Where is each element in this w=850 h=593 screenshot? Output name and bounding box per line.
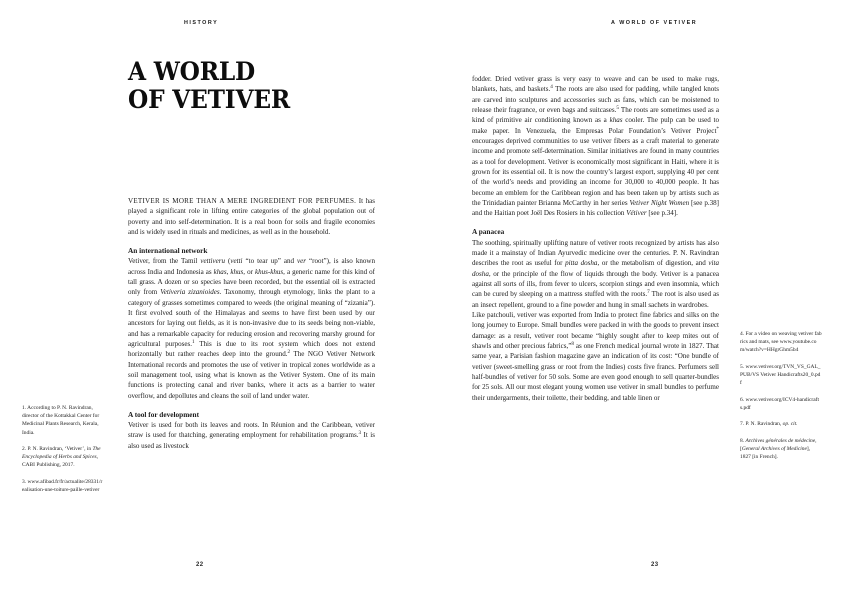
right-page-column [472, 74, 719, 403]
lead-paragraph [128, 196, 375, 237]
footnote-4: 4. For a video on weaving vetiver fabrics and mats, see www.youtube.com/watch?v=HHgrGhm5b4 [740, 331, 822, 354]
running-head-left: HISTORY [184, 20, 219, 26]
section-heading-tool-for-development: A tool for development [128, 409, 200, 419]
footnote-6: 6. www.vetiver.org/ICV4-handicrafts.pdf [740, 396, 819, 411]
footnote-5: 5. www.vetiver.org/TVN_VS_GAL_PUB/VS Vetiver Handicrafts20_0.pdf [740, 363, 821, 387]
footnote-2: 2. P. N. Ravindran, ‘Vetiver’, in The Encyclopedia of Herbs and Spices, CABI Publishing, 2017. [22, 446, 101, 469]
chapter-title [128, 58, 407, 113]
left-page-column [128, 196, 375, 451]
running-head-right: A WORLD OF VETIVER [611, 20, 698, 26]
section-body-tool-for-development: Vetiver is used for both its leaves and roots. In Réunion and the Caribbean, vetiver straw is used for thatching, generating employment for rehabilitation programs.$^3$ It is also used as livestock [128, 420, 375, 450]
section-heading-international-network: An international network [128, 245, 208, 255]
section-body-panacea-part-2: Like patchouli, vetiver was exported from India to protect fine fabrics and silks on the long journey to Europe. Small bundles were packed in with the goods to prevent insect damage: as a result, vetiver root became “highly sought after to keep mites out of shawls and other precious fabrics,”$^8$ as one French medical journal wrote in 1827. That same year, a Parisian fashion magazine gave an indication of its cost: “One bundle of vetiver (sweet-smelling grass or root from the Indies) costs five francs. Perfumers sell half-bundles of vetiver for 50 sols. Some are even good enough to sell quarter-bundles for 25 sols. All our most elegant young women use vetiver in small bundles to perfume their undergarments, their toilette, their bedding, and table linen or [472, 311, 719, 402]
section-body-panacea-part-1: The soothing, spiritually uplifting nature of vetiver roots recognized by artists has also made it a mainstay of Indian Ayurvedic medicine over the centuries. P. N. Ravindran describes the root as useful for pitta dosha, or the metabolism of digestion, and vita dosha, or the principle of the flow of liquids through the body. Vetiver is a panacea against all sorts of ills, from fever to ulcers, scorpion stings and even insomnia, which can be cured by sleeping on a mattress stuffed with the roots.$^7$ The root is also used as an insect repellent, ground to a fine powder and hung in small sachets in wardrobes. [472, 238, 719, 309]
footnote-3: 3. www.afibad.fr/fr/actualite/28331/realisation-une-toiture-paille-vetiver [22, 478, 103, 493]
chapter-title-line-1: A WORLD [128, 57, 256, 86]
chapter-title-line-2: OF VETIVER [128, 84, 291, 114]
lead-paragraph-rest: It has played a significant role in lifting entire categories of the global population out of poverty and into self-determination. It is a real boon for soils and fragile economies and is widely used in rituals and medicines, as well as in the household. [128, 197, 375, 237]
section-body-international-network: Vetiver, from the Tamil vettiveru (vetti “to tear up” and ver “root”), is also known across India and Indonesia as khas, khus, or khus-khus, a generic name for this kind of tall grass. A dozen or so species have been recorded, but the essential oil is extracted only from Vetiveria zizanioides. Taxonomy, through etymology, links the plant to a category of grasses sometimes compared to weeds (the original meaning of “zizania”). It first evolved south of the Himalayas and seems to have first been used by our ancestors for laying out fields, as it is non-invasive due to its seeds being non-viable, and has a remarkable capacity for reducing erosion and recovering marshy ground for agricultural purposes.$^1$ This is due to its root system which does not extend horizontally but rather reaches deep into the ground.$^2$ The NGO Vetiver Network International records and promotes the use of vetiver in tropical zones worldwide as a soil management tool, using what is known as the Vetiver System. One of its main functions is protecting canal and river banks, where it acts as a barrier to water overflow, and depollutes and cleans the soil of land under water. [128, 257, 376, 400]
left-margin-notes [22, 404, 104, 494]
page-number-right: 23 [651, 562, 659, 568]
footnote-1: 1. According to P. N. Ravindran, director of the Kottakkal Center for Medicinal Plants Research, Kerala, India. [22, 405, 100, 436]
page-number-left: 22 [196, 562, 204, 568]
right-margin-notes [740, 330, 822, 461]
lead-in-small-caps: VETIVER IS MORE THAN A MERE INGREDIENT FOR PERFUMES. [128, 197, 357, 205]
footnote-7: 7. P. N. Ravindran, op. cit. [740, 421, 798, 428]
continuation-paragraph: fodder. Dried vetiver grass is very easy to weave and can be used to make rugs, blankets, hats, and baskets.$^4$ The roots are also used for padding, while tangled knots are carved into sculptures and accessories such as fans, which can be moistened to release their fragrance, or even bags and suitcases.$^5$ The roots are sometimes used as a kind of primitive air conditioning known as a khas cooler. The pulp can be used to make paper. In Venezuela, the Empresas Polar Foundation’s Vetiver Project* encourages deprived communities to use vetiver fibers as a craft material to generate income and promote self-determination. Similar initiatives are found in many countries as a tool for development. Vetiver is economically most significant in Haiti, where it is grown for its essential oil. It is now the country’s largest export, supplying 40 per cent of the world’s needs and providing an income for 30,000 to 40,000 people. It has become an emblem for the Caribbean region and has been taken up by artists such as the Trinidadian painter Brianna McCarthy in her series Vetiver Night Women [see p.38] and the Haitian poet Joël Des Rosiers in his collection Vétiver [see p.34]. [472, 75, 720, 218]
footnote-8: 8. Archives générales de médecine, [General Archives of Medicine], 1827 [in French]. [740, 437, 817, 460]
section-heading-panacea: A panacea [472, 227, 505, 237]
